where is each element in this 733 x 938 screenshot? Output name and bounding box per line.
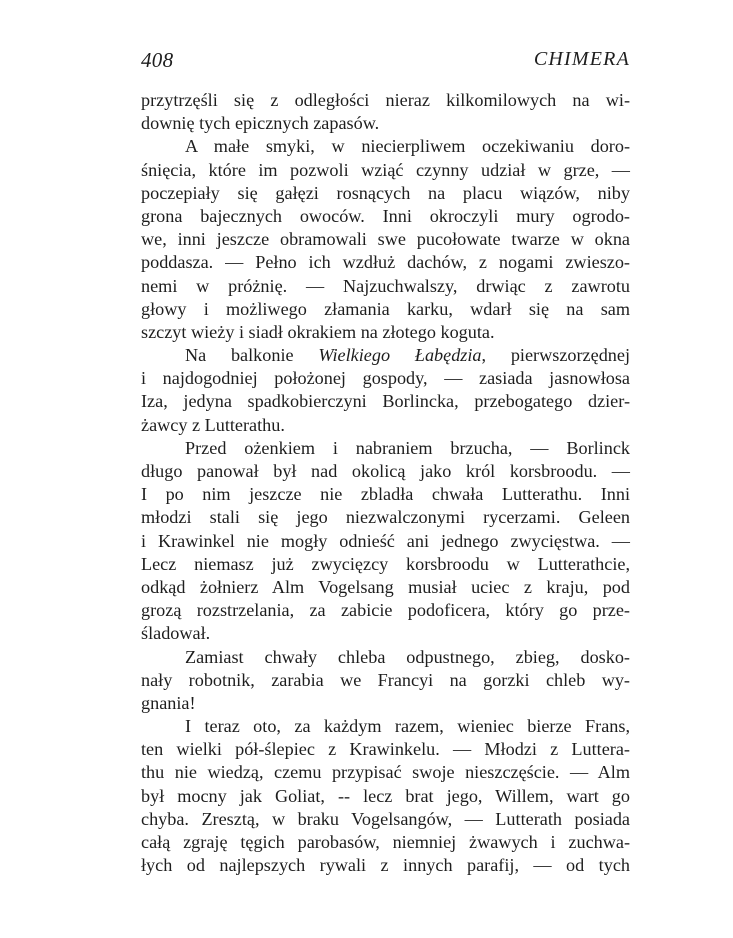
text-line: i najdogodniej położonej gospody, — zasiada jasnowłosa [141,368,630,389]
text-fragment: , pierwszorzędnej [481,345,631,366]
text-line: grona bajecznych owoców. Inni okroczyli mury ogrodo- [141,205,630,226]
text-line: poddasza. — Pełno ich wzdłuż dachów, z nogami zwieszo- [141,252,630,273]
text-line: młodzi stali się jego niezwalczonymi rycerzami. Geleen [141,507,630,528]
italic-inn-name: Wielkiego Łabędzia [318,345,482,366]
text-line: downię tych epicznych zapasów. [141,113,380,134]
text-line: I po nim jeszcze nie zbladła chwała Lutterathu. Inni [141,484,630,505]
text-line: głowy i możliwego złamania karku, wdarł się na sam [141,298,630,319]
text-line: Zamiast chwały chleba odpustnego, zbieg, dosko- [185,646,630,667]
text-line: szczyt wieży i siadł okrakiem na złotego koguta. [141,321,495,342]
text-line-with-italic [141,344,630,367]
text-line: A małe smyki, w niecierpliwem oczekiwaniu doro- [185,136,630,157]
text-line: żawcy z Lutterathu. [141,414,285,435]
text-line: chyba. Zresztą, w braku Vogelsangów, — Lutterath posiada [141,808,630,829]
text-line: we, inni jeszcze obramowali swe pucołowate twarze w okna [141,229,630,250]
text-line: nemi w próżnię. — Najzuchwalszy, drwiąc z zawrotu [141,275,630,296]
running-head: CHIMERA [533,48,630,70]
page-header [141,46,630,76]
text-line: I teraz oto, za każdym razem, wieniec bierze Frans, [185,716,630,737]
text-line: poczepiały się gałęzi rosnących na placu wiązów, niby [141,182,630,203]
text-line: całą zgraję tęgich parobasów, niemniej żwawych i zuchwa- [141,832,630,852]
text-line: był mocny jak Goliat, -- lecz brat jego, Willem, wart go [141,785,630,806]
page-number: 408 [141,48,174,72]
text-line: nały robotnik, zarabia we Francyi na gorzki chleb wy- [141,669,630,690]
body-text [141,89,630,877]
text-line: ten wielki pół-ślepiec z Krawinkelu. — Młodzi z Luttera- [141,739,630,760]
text-line: thu nie wiedzą, czemu przypisać swoje nieszczęście. — Alm [141,762,630,783]
text-line: i Krawinkel nie mogły odnieść ani jednego zwycięstwa. — [141,530,630,551]
text-line: odkąd żołnierz Alm Vogelsang musiał uciec z kraju, pod [141,576,630,597]
text-line: łych od najlepszych rywali z innych parafij, — od tych [141,855,630,876]
text-line: długo panował był nad okolicą jako król korsbroodu. — [141,461,630,481]
text-line: Przed ożenkiem i nabraniem brzucha, — Borlinck [185,437,630,458]
text-line: grozą rozstrzelania, za zabicie podoficera, który go prze- [141,600,630,621]
text-line: gnania! [141,692,196,713]
text-line: śnięcia, które im pozwoli wziąć czynny udział w grze, — [141,159,630,180]
text-line: przytrzęśli się z odległości nieraz kilkomilowych na wi- [141,90,630,110]
text-line: śladował. [141,623,211,644]
text-fragment: Na balkonie [185,345,319,366]
text-line: Iza, jedyna spadkobierczyni Borlincka, przebogatego dzier- [141,391,630,412]
text-line: Lecz niemasz już zwycięzcy korsbroodu w Lutterathcie, [141,553,630,574]
